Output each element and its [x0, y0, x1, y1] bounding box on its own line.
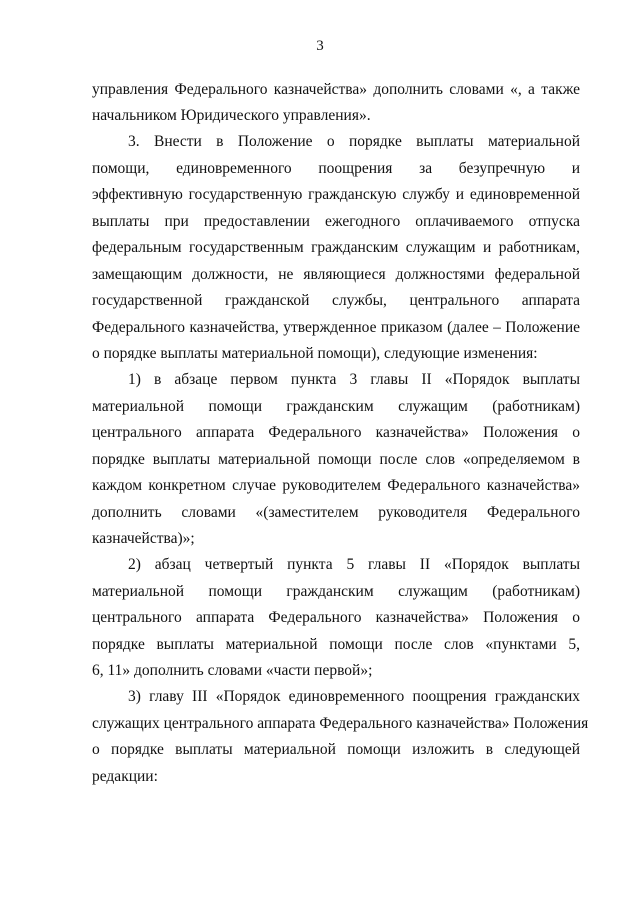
text-line: материальной помощи гражданским служащим (работникам): [92, 398, 580, 415]
text-line: замещающим должности, не являющиеся должностями федеральной: [92, 266, 580, 283]
text-line: каждом конкретном случае руководителем Федерального казначейства»: [92, 477, 580, 494]
text-line: казначейства)»;: [92, 530, 195, 547]
text-line: начальником Юридического управления».: [92, 107, 371, 124]
text-line: помощи, единовременного поощрения за безупречную и: [92, 160, 580, 177]
text-line: 2) абзац четвертый пункта 5 главы II «Порядок выплаты: [128, 556, 580, 573]
text-line: государственной гражданской службы, центрального аппарата: [92, 292, 580, 309]
page-number: 3: [316, 38, 324, 54]
text-line: управления Федерального казначейства» дополнить словами «, а также: [92, 81, 580, 98]
text-line: 6, 11» дополнить словами «части первой»;: [92, 662, 373, 679]
text-line: дополнить словами «(заместителем руководителя Федерального: [92, 504, 580, 521]
text-line: 3) главу III «Порядок единовременного поощрения гражданских: [128, 688, 580, 705]
text-line: порядке выплаты материальной помощи после слов «пунктами 5,: [92, 636, 580, 653]
text-line: о порядке выплаты материальной помощи изложить в следующей: [92, 741, 580, 758]
text-line: эффективную государственную гражданскую службу и единовременной: [92, 186, 580, 203]
text-line: материальной помощи гражданским служащим (работникам): [92, 583, 580, 600]
text-line: федеральным государственным гражданским служащим и работникам,: [92, 239, 580, 256]
text-line: центрального аппарата Федерального казначейства» Положения о: [92, 424, 580, 441]
text-line: редакции:: [92, 768, 158, 785]
text-line: служащих центрального аппарата Федерального казначейства» Положения: [92, 715, 589, 732]
text-line: о порядке выплаты материальной помощи), следующие изменения:: [92, 345, 538, 362]
text-line: центрального аппарата Федерального казначейства» Положения о: [92, 609, 580, 626]
text-line: 3. Внести в Положение о порядке выплаты материальной: [128, 133, 580, 150]
text-line: Федерального казначейства, утвержденное приказом (далее – Положение: [92, 319, 580, 336]
text-line: 1) в абзаце первом пункта 3 главы II «Порядок выплаты: [128, 371, 580, 388]
text-line: выплаты при предоставлении ежегодного оплачиваемого отпуска: [92, 213, 580, 230]
text-line: порядке выплаты материальной помощи после слов «определяемом в: [92, 451, 580, 468]
